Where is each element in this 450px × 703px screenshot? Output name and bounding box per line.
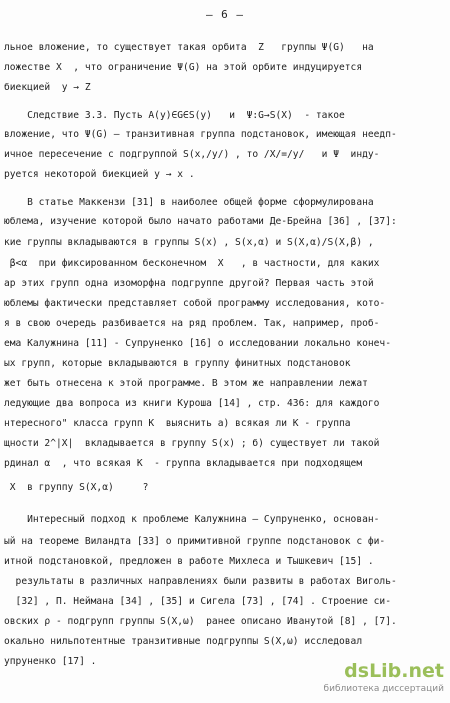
- text-line: упруненко [17] .: [4, 656, 97, 667]
- text-line: β<α при фиксированном бесконечном X , в частности, для каких: [4, 258, 380, 269]
- text-line: ичное пересечение с подгруппой S(x,/y/) , то /X/=/y/ и Ψ инду-: [4, 149, 380, 160]
- text-line: рдинал α , что всякая K - группа вкладывается при подходящем: [4, 458, 363, 469]
- text-line: юблема, изучение которой было начато работами Де-Брейна [36] , [37]:: [4, 216, 397, 227]
- text-line: В статье Маккензи [31] в наиболее общей форме сформулирована: [4, 197, 374, 208]
- text-line: щности 2^|X| вкладывается в группу S(x) ; б) существует ли такой: [4, 438, 380, 449]
- text-line: ложестве X , что ограничение Ψ(G) на этой орбите индуцируется: [4, 62, 363, 73]
- text-line: X в группу S(X,α) ?: [4, 482, 149, 493]
- text-line: нтересного" класса групп K выяснить а) всякая ли K - группа: [4, 418, 351, 429]
- text-line: ый на теореме Виландта [33] о примитивной группе подстановок с фи-: [4, 536, 386, 547]
- text-line: я в свою очередь разбивается на ряд проблем. Так, например, проб-: [4, 318, 380, 329]
- text-line: овских ρ - подгрупп группы S(X,ω) ранее описано Иванутой [8] , [7].: [4, 616, 397, 627]
- text-line: итной подстановкой, предложен в работе Михлеса и Тышкевич [15] .: [4, 556, 374, 567]
- watermark-brand: dsLib.net: [344, 660, 444, 682]
- text-line: биекцией y → Z: [4, 82, 91, 93]
- text-line: руется некоторой биекцией y → x .: [4, 169, 195, 180]
- text-line: [32] , П. Неймана [34] , [35] и Сигела [73] , [74] . Строение си-: [4, 596, 391, 607]
- text-line: льное вложение, то существует такая орбита Z группы Ψ(G) на: [4, 42, 374, 53]
- text-line: окально нильпотентные транзитивные подгруппы S(X,ω) исследовал: [4, 636, 363, 647]
- text-line: ледующие два вопроса из книги Куроша [14] , стр. 436: для каждого: [4, 398, 380, 409]
- text-line: ема Калужнина [11] - Супруненко [16] о исследовании локально конеч-: [4, 338, 391, 349]
- watermark-logo: [314, 660, 444, 700]
- text-line: юблемы фактически представляет собой программу исследования, кото-: [4, 298, 386, 309]
- text-line: вложение, что Ψ(G) – транзитивная группа подстановок, имеющая неедп-: [4, 129, 397, 140]
- text-line: результаты в различных направлениях были развиты в работах Виголь-: [4, 576, 397, 587]
- text-line: жет быть отнесена к этой программе. В этом же направлении лежат: [4, 378, 368, 389]
- watermark-tagline: библиотека диссертаций: [323, 684, 444, 694]
- text-line: кие группы вкладываются в группы S(x) , S(x,α) и S(X,α)/S(X,β) ,: [4, 237, 374, 248]
- page-number: – 6 –: [205, 8, 245, 21]
- text-line: ых групп, которые вкладываются в группу финитных подстановок: [4, 358, 351, 369]
- text-line: ар этих групп одна изоморфна подгруппе другой? Первая часть этой: [4, 278, 374, 289]
- text-line: Следствие 3.3. Пусть A(y)∈G∈S(y) и Ψ:G→S(X) - такое: [4, 110, 345, 121]
- text-line: Интересный подход к проблеме Калужнина – Супруненко, основан-: [4, 514, 380, 525]
